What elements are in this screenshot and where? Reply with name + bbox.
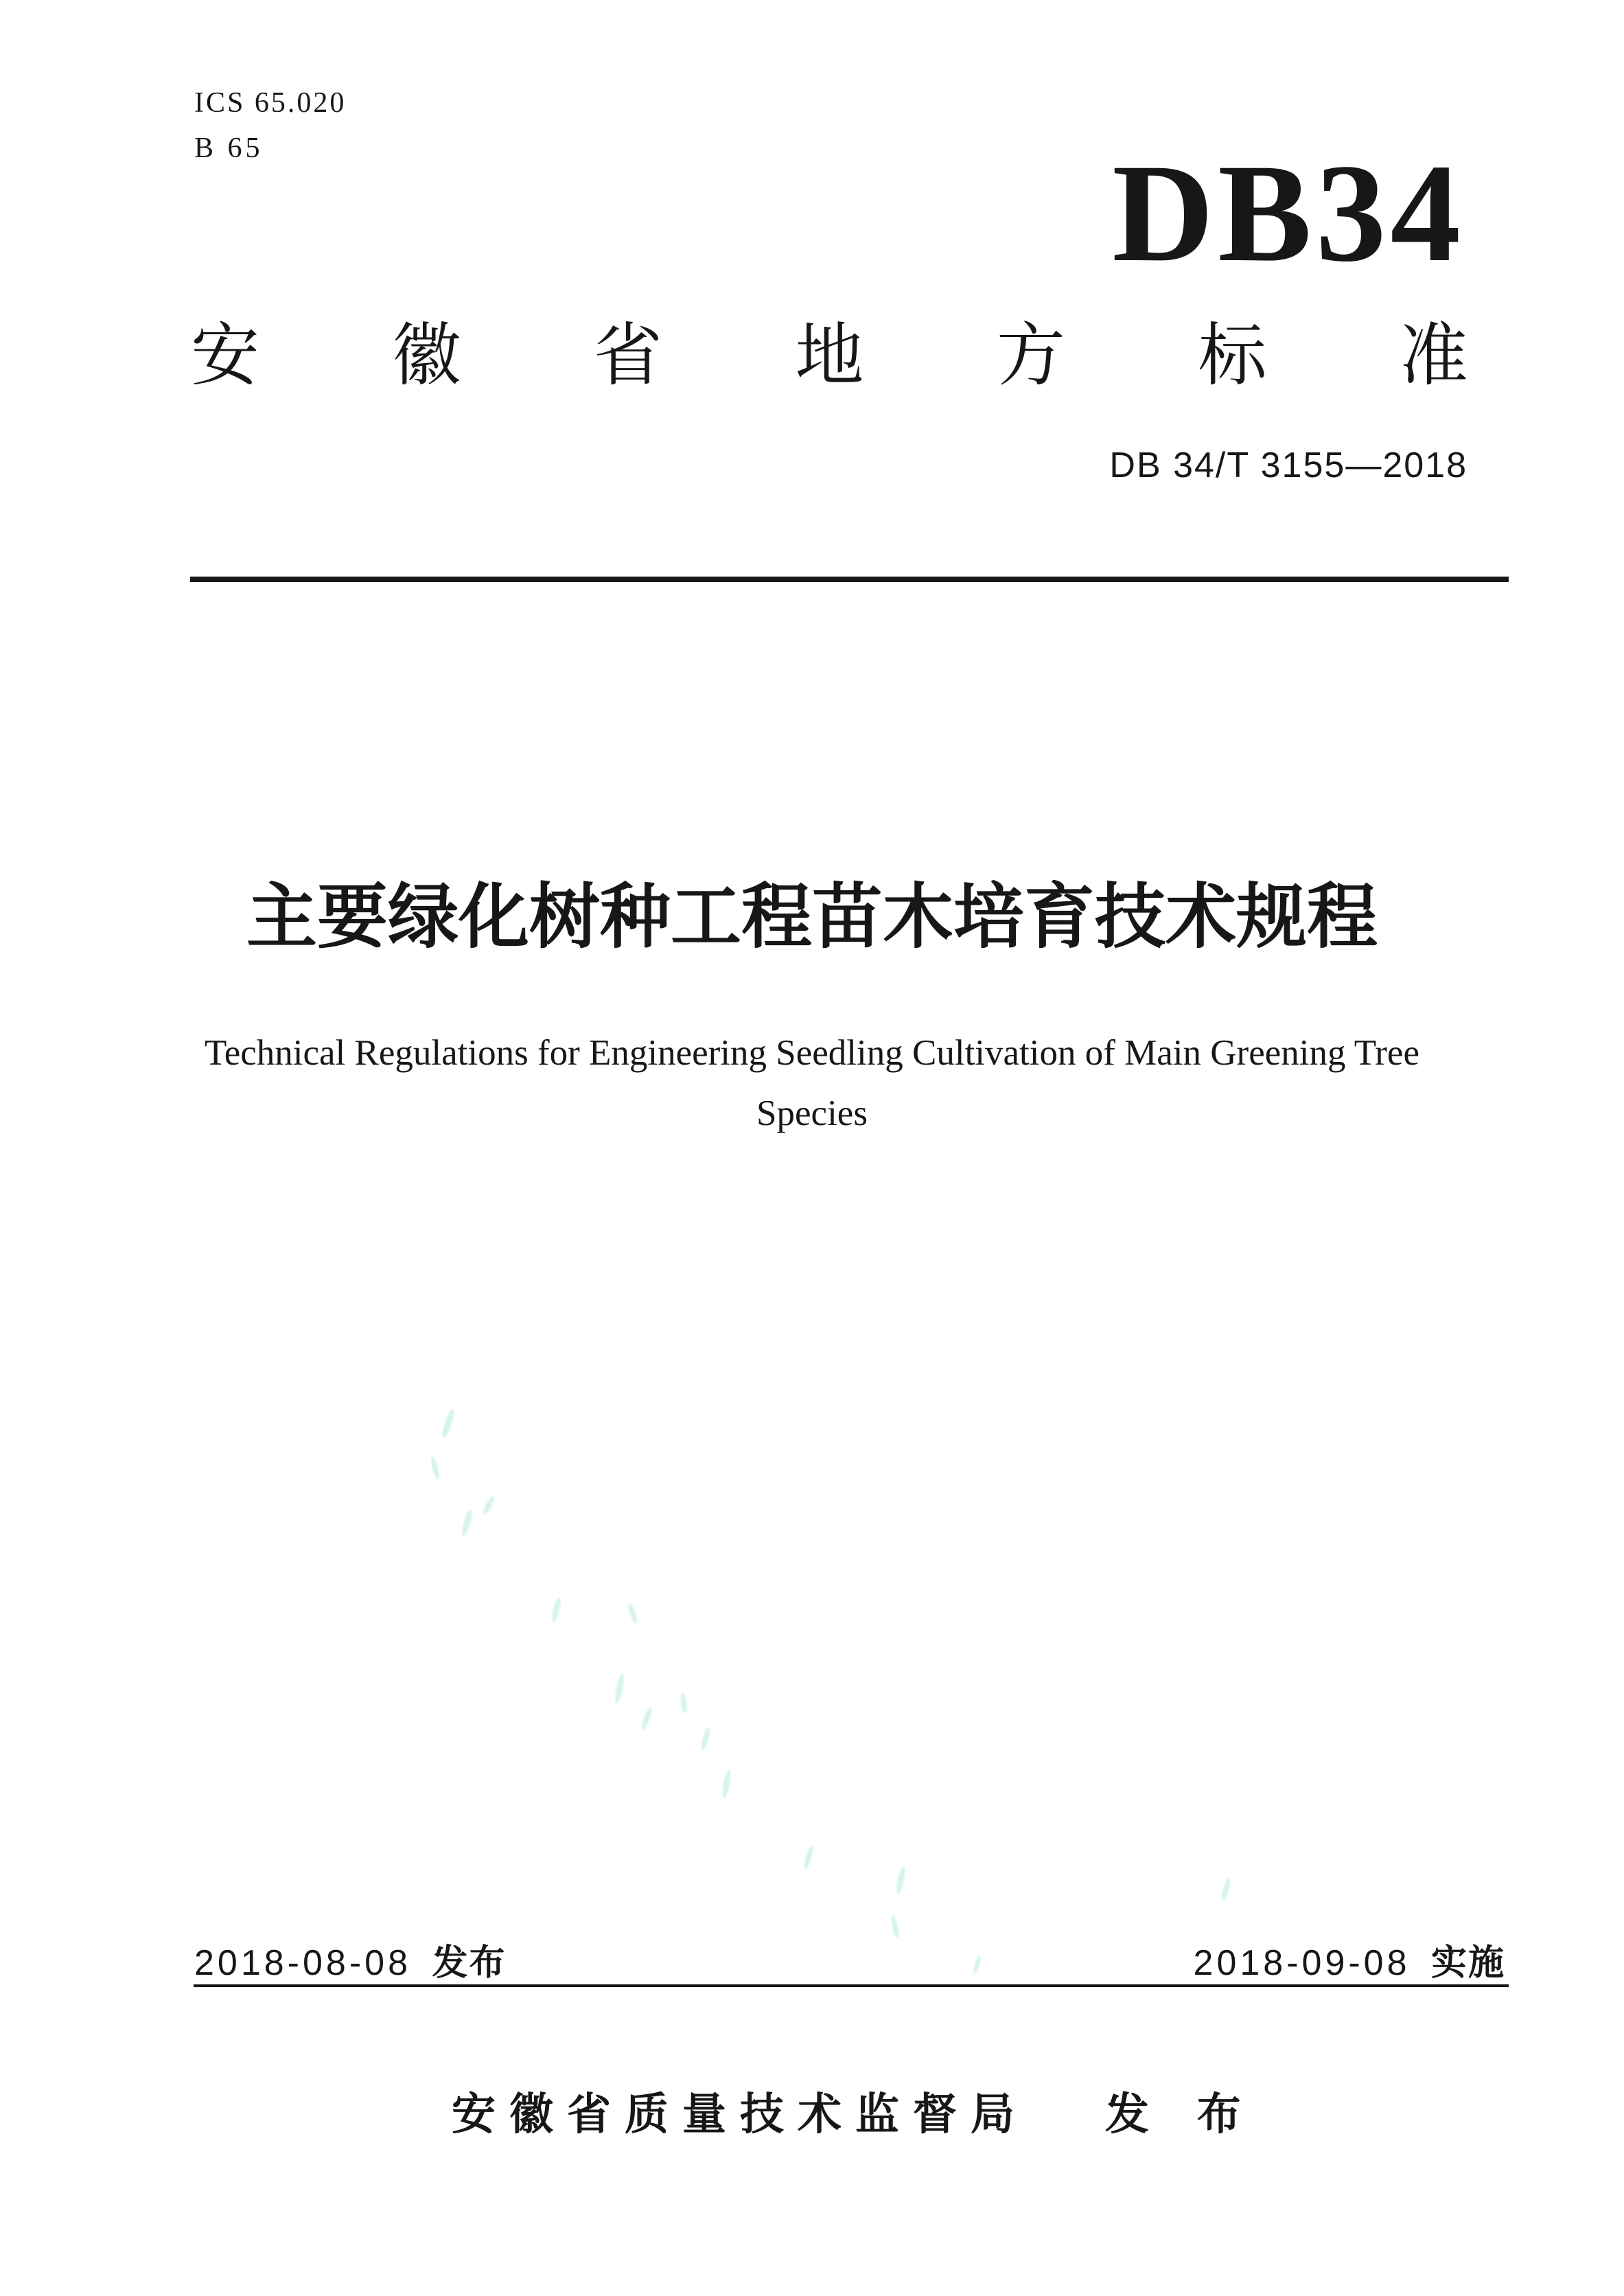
watermark-speck [890,1915,901,1939]
standard-name-char: 省 [594,317,662,394]
watermark-speck [721,1770,732,1799]
watermark-speck [802,1845,815,1870]
watermark-speck [895,1866,907,1895]
publish-action: 发 布 [1105,2089,1259,2139]
standard-name-char: 徽 [392,317,461,394]
document-title-cn: 主要绿化树种工程苗木培育技术规程 [246,877,1378,956]
watermark-speck [680,1693,688,1714]
watermark-speck [614,1673,626,1704]
standard-name-char: 地 [795,317,864,394]
standard-number: DB 34/T 3155—2018 [1109,445,1468,485]
watermark-speck [481,1495,496,1516]
document-title-en [0,1023,1624,1144]
publisher-row [452,2089,1259,2139]
watermark-speck [430,1457,441,1481]
release-date: 2018-08-08 [194,1943,411,1983]
release-label: 发布 [432,1943,507,1983]
classification-code: B 65 [194,132,264,164]
standard-name-char: 安 [191,317,259,394]
ics-code: ICS 65.020 [194,87,347,119]
document-title-en-line1: Technical Regulations for Engineering Seedling Cultivation of Main Greening Tree [205,1033,1419,1073]
standard-name-row [191,317,1468,394]
standard-name-char: 准 [1400,317,1468,394]
document-title-en-line2: Species [756,1093,868,1133]
watermark-speck [550,1596,563,1623]
release-date-row [194,1945,506,1981]
watermark-speck [700,1727,711,1751]
footer-rule [194,1984,1509,1987]
watermark-speck [972,1955,982,1975]
header-rule [190,577,1509,582]
implement-label: 实施 [1430,1943,1505,1983]
watermark-speck [627,1603,639,1624]
standard-name-char: 方 [997,317,1065,394]
watermark-speck [1220,1878,1231,1902]
watermark-speck [440,1408,456,1439]
watermark-speck [461,1509,474,1537]
publisher-name: 安徽省质量技术监督局 [452,2089,1028,2139]
watermark-speck [640,1706,653,1732]
db34-logo: DB34 [1112,135,1465,291]
implement-date-row [1194,1945,1505,1981]
implement-date: 2018-09-08 [1193,1943,1411,1983]
standard-name-char: 标 [1198,317,1267,394]
